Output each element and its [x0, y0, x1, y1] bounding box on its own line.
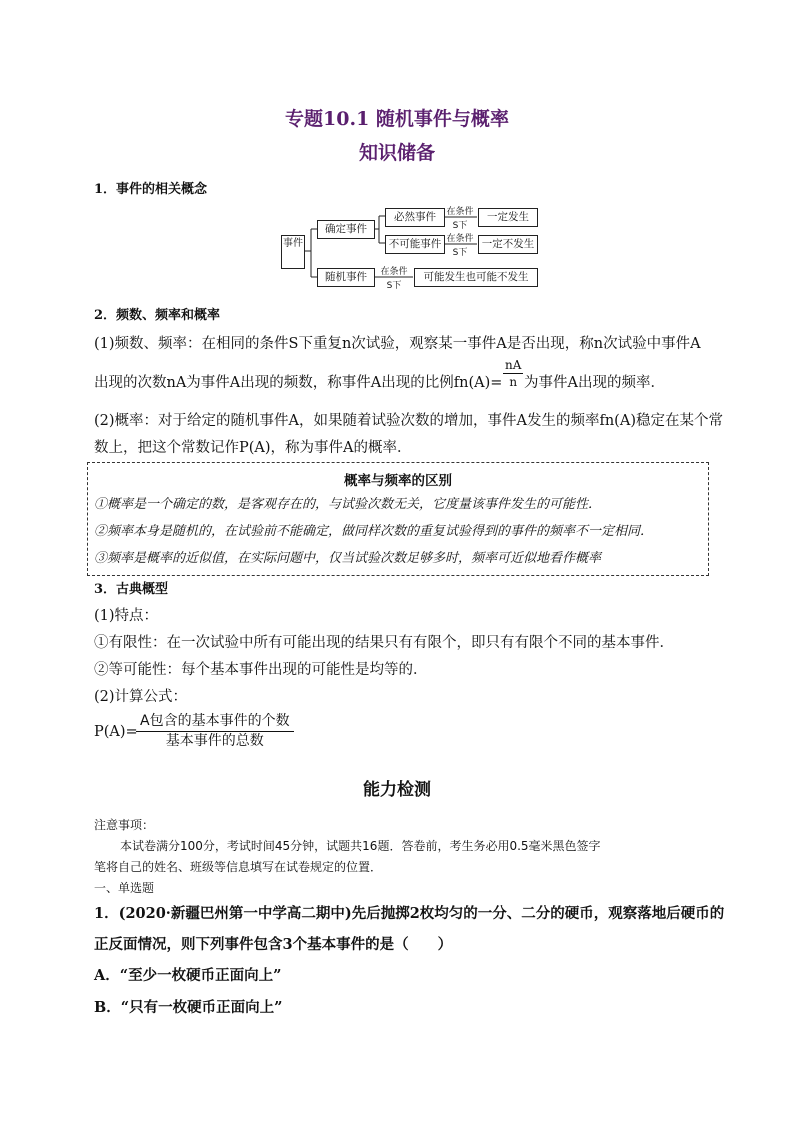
question-1-line1: 1．(2020·新疆巴州第一中学高二期中)先后抛掷2枚均匀的一分、二分的硬币，观察落地后硬币的: [94, 905, 725, 922]
diagram-cond-top-1: 在条件: [446, 207, 474, 217]
difference-box-title: 概率与频率的区别: [344, 473, 452, 489]
section-heading-frequency: 2．频数、频率和概率: [94, 308, 221, 323]
section-heading-events: 1．事件的相关概念: [94, 182, 208, 197]
difference-line-3: ③频率是概率的近似值，在实际问题中，仅当试验次数足够多时，频率可近似地看作概率: [94, 551, 602, 566]
section-single-choice: 一、单选题: [94, 881, 155, 895]
diagram-must-not-happen: 一定不发生: [478, 235, 538, 254]
diagram-must-happen: 一定发生: [478, 208, 538, 227]
notice-label: 注意事项：: [94, 818, 155, 832]
classical-probability-fraction: [136, 712, 294, 751]
event-concept-diagram: [281, 207, 543, 295]
formula-heading: (2)计算公式：: [94, 689, 188, 705]
diagram-cond-bottom-3: S下: [386, 281, 402, 291]
diagram-impossible-event: 不可能事件: [385, 235, 445, 254]
feature-heading: (1)特点：: [94, 608, 159, 624]
diagram-cond-bottom-2: S下: [452, 248, 468, 258]
diagram-root-event: 事件: [281, 235, 305, 269]
section-heading-classical: 3．古典概型: [94, 582, 169, 597]
formula-lhs: P(A)=: [94, 724, 138, 740]
frequency-fraction-denominator: n: [509, 375, 518, 389]
frequency-fraction: [503, 357, 523, 390]
probability-definition-line1: (2)概率：对于给定的随机事件A，如果随着试验次数的增加，事件A发生的频率fn(A)稳定在某个常: [94, 413, 723, 429]
feature-equal-likelihood: ②等可能性：每个基本事件出现的可能性是均等的．: [94, 662, 428, 678]
diagram-certain-event: 确定事件: [317, 220, 375, 239]
difference-line-1: ①概率是一个确定的数，是客观存在的，与试验次数无关，它度量该事件发生的可能性．: [94, 497, 602, 512]
frequency-definition-line2-end: 为事件A出现的频率．: [524, 375, 665, 391]
diagram-cond-bottom-1: S下: [452, 221, 468, 231]
question-1-line2: 正反面情况，则下列事件包含3个基本事件的是（ ）: [94, 936, 453, 953]
diagram-cond-top-3: 在条件: [380, 267, 408, 277]
page-subtitle: 知识储备: [358, 142, 435, 164]
frequency-fraction-numerator: nA: [505, 358, 522, 372]
option-b: B．“只有一枚硬币正面向上”: [94, 999, 283, 1016]
diagram-sure-event: 必然事件: [385, 208, 445, 227]
feature-finiteness: ①有限性：在一次试验中所有可能出现的结果只有有限个，即只有有限个不同的基本事件．: [94, 635, 674, 651]
notice-line1: 本试卷满分100分，考试时间45分钟，试题共16题．答卷前，考生务必用0.5毫米黑色签字: [120, 839, 601, 853]
frequency-definition-line1: (1)频数、频率：在相同的条件S下重复n次试验，观察某一事件A是否出现，称n次试验中事件A: [94, 336, 701, 352]
diagram-random-event: 随机事件: [317, 268, 375, 287]
diagram-cond-top-2: 在条件: [446, 234, 474, 244]
formula-denominator: 基本事件的总数: [165, 733, 264, 749]
frequency-definition-line2: 出现的次数nA为事件A出现的频数，称事件A出现的比例fn(A)=: [94, 375, 503, 391]
page-title: 专题10.1 随机事件与概率: [285, 108, 509, 130]
difference-line-2: ②频率本身是随机的，在试验前不能确定，做同样次数的重复试验得到的事件的频率不一定相同．: [94, 524, 654, 539]
test-title: 能力检测: [363, 780, 431, 800]
probability-definition-line2: 数上，把这个常数记作P(A)，称为事件A的概率．: [94, 440, 412, 456]
diagram-may-happen: 可能发生也可能不发生: [414, 268, 538, 287]
formula-numerator: A包含的基本事件的个数: [136, 712, 294, 732]
notice-line2: 笔将自己的姓名、班级等信息填写在试卷规定的位置．: [94, 860, 383, 874]
option-a: A．“至少一枚硬币正面向上”: [94, 967, 282, 984]
difference-box: [87, 462, 709, 576]
